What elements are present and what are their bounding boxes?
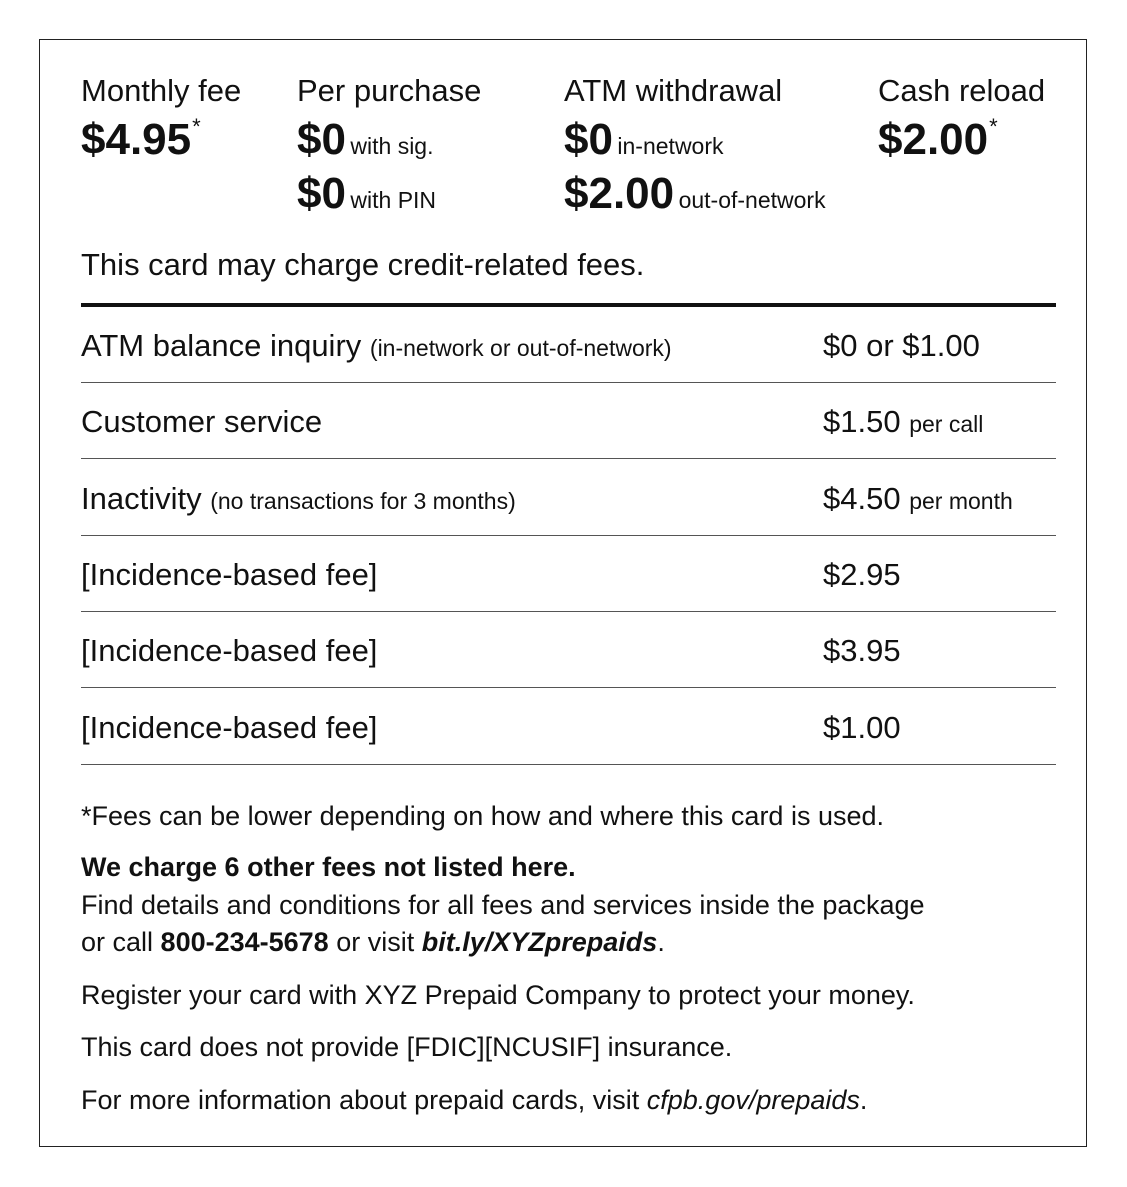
fee-row-value: $3.95 xyxy=(823,633,901,668)
fee-row-value: $1.00 xyxy=(823,710,901,745)
fee-row-note: (in-network or out-of-network) xyxy=(369,335,672,361)
asterisk-footnote: *Fees can be lower depending on how and where this card is used. xyxy=(81,801,884,831)
monthly-fee-label: Monthly fee xyxy=(81,73,242,108)
fee-row-label: Inactivity (no transactions for 3 months) xyxy=(81,481,516,516)
atm-withdrawal-in-amount: $0 xyxy=(564,115,613,164)
fee-row-label: [Incidence-based fee] xyxy=(81,557,378,592)
fee-row-label: [Incidence-based fee] xyxy=(81,633,378,668)
atm-withdrawal-in-note: in-network xyxy=(617,133,724,159)
phone-number[interactable]: 800-234-5678 xyxy=(160,927,329,957)
monthly-fee-asterisk: * xyxy=(192,114,201,139)
fee-row-incidence-3 xyxy=(81,689,1056,765)
credit-fees-note: This card may charge credit-related fees. xyxy=(81,247,645,282)
details-line-1: Find details and conditions for all fees and services inside the package xyxy=(81,890,925,920)
atm-withdrawal-out-line xyxy=(564,169,826,226)
cash-reload-asterisk: * xyxy=(989,114,998,139)
cfpb-link[interactable]: cfpb.gov/prepaids xyxy=(646,1085,860,1115)
fee-row-label: Customer service xyxy=(81,404,323,439)
fee-row-incidence-1 xyxy=(81,536,1056,612)
per-purchase-pin-amount: $0 xyxy=(297,169,346,218)
fee-row-incidence-2 xyxy=(81,612,1056,688)
atm-withdrawal-out-amount: $2.00 xyxy=(564,169,675,218)
per-purchase-sig-line xyxy=(297,115,434,172)
fee-row-inactivity xyxy=(81,460,1056,536)
register-card-note: Register your card with XYZ Prepaid Company to protect your money. xyxy=(81,980,915,1010)
fee-row-note: (no transactions for 3 months) xyxy=(210,488,516,514)
per-purchase-pin-note: with PIN xyxy=(350,187,437,213)
fee-row-value: $0 or $1.00 xyxy=(823,328,980,363)
per-purchase-sig-note: with sig. xyxy=(350,133,434,159)
atm-withdrawal-label: ATM withdrawal xyxy=(564,73,783,108)
fee-row-unit: per call xyxy=(909,411,984,437)
cash-reload-amount-line xyxy=(878,114,998,172)
fee-row-unit: per month xyxy=(909,488,1013,514)
per-purchase-pin-line xyxy=(297,169,437,226)
fee-row-atm-balance xyxy=(81,307,1056,383)
cash-reload-amount: $2.00 xyxy=(878,115,989,164)
more-info-note: For more information about prepaid cards, visit cfpb.gov/prepaids. xyxy=(81,1085,868,1115)
atm-withdrawal-in-line xyxy=(564,115,724,172)
fee-row-value: $4.50 per month xyxy=(823,481,1013,516)
fee-row-label: ATM balance inquiry (in-network or out-of-network) xyxy=(81,328,672,363)
fee-row-customer-service xyxy=(81,383,1056,459)
atm-withdrawal-out-note: out-of-network xyxy=(678,187,826,213)
fee-row-label: [Incidence-based fee] xyxy=(81,710,378,745)
details-line-2: or call 800-234-5678 or visit bit.ly/XYZprepaids. xyxy=(81,927,665,957)
monthly-fee-amount: $4.95 xyxy=(81,115,192,164)
per-purchase-label: Per purchase xyxy=(297,73,482,108)
xyz-prepaids-link[interactable]: bit.ly/XYZprepaids xyxy=(421,927,658,957)
insurance-note: This card does not provide [FDIC][NCUSIF] insurance. xyxy=(81,1032,733,1062)
cash-reload-label: Cash reload xyxy=(878,73,1046,108)
fee-row-value: $1.50 per call xyxy=(823,404,984,439)
per-purchase-sig-amount: $0 xyxy=(297,115,346,164)
other-fees-statement: We charge 6 other fees not listed here. xyxy=(81,852,576,882)
fee-row-value: $2.95 xyxy=(823,557,901,592)
monthly-fee-amount-line xyxy=(81,114,201,172)
